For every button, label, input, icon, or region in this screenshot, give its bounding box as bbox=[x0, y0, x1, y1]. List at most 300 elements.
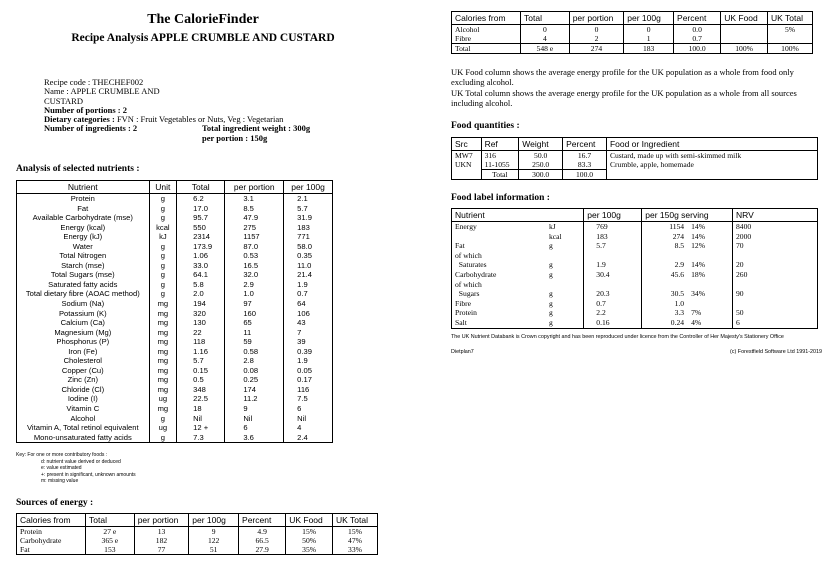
nutrient-cell: Mono-unsaturated fatty acids bbox=[17, 433, 150, 443]
energy-cell: 13 bbox=[134, 527, 189, 537]
recipe-ingredients-row bbox=[44, 124, 374, 133]
energy-cell: 51 bbox=[189, 545, 239, 555]
empty-cell bbox=[452, 170, 482, 180]
nutrient-cell: 5.7 bbox=[284, 204, 333, 214]
nutrient-cell: 33.0 bbox=[177, 261, 225, 271]
nutrient-cell: Available Carbohydrate (mse) bbox=[17, 213, 150, 223]
nutrient-cell: 64 bbox=[284, 299, 333, 309]
label-cell: Fat bbox=[452, 241, 546, 251]
label-cell: 1.0 bbox=[674, 298, 685, 308]
nutrient-cell: g bbox=[149, 433, 177, 443]
nutrient-cell: 130 bbox=[177, 318, 225, 328]
energy-cell: 274 bbox=[569, 44, 624, 54]
label-cell bbox=[687, 280, 732, 290]
nutrient-cell: 550 bbox=[177, 223, 225, 233]
nutrient-cell: 2314 bbox=[177, 232, 225, 242]
label-table bbox=[451, 208, 818, 329]
nutrient-row bbox=[17, 318, 333, 328]
nutrient-cell: Protein bbox=[17, 194, 150, 204]
label-cell: of which bbox=[452, 280, 546, 290]
label-cell bbox=[687, 299, 732, 309]
nutrient-cell: Zinc (Zn) bbox=[17, 375, 150, 385]
energy-cell: Fibre bbox=[452, 34, 521, 44]
energy-cell: 77 bbox=[134, 545, 189, 555]
nutrient-cell: 1.06 bbox=[177, 251, 225, 261]
nutrient-cell: 1157 bbox=[225, 232, 284, 242]
nutrients-header: per 100g bbox=[284, 181, 333, 194]
energy-table-left bbox=[16, 513, 378, 555]
nutrient-cell: g bbox=[149, 270, 177, 280]
nutrient-cell: 1.9 bbox=[284, 356, 333, 366]
label-cell: Fibre bbox=[452, 299, 546, 309]
label-heading: Food label information : bbox=[451, 193, 550, 203]
nutrient-cell: Fat bbox=[17, 204, 150, 214]
nutrient-cell: Chloride (Cl) bbox=[17, 385, 150, 395]
nutrient-cell: 5.7 bbox=[177, 356, 225, 366]
label-cell: 34% bbox=[687, 289, 732, 299]
label-cell bbox=[546, 251, 584, 261]
nutrient-row bbox=[17, 280, 333, 290]
label-cell bbox=[733, 299, 818, 309]
quantities-header: Src bbox=[452, 138, 482, 151]
nutrient-cell: 1.9 bbox=[284, 280, 333, 290]
label-cell: Protein bbox=[452, 308, 546, 318]
label-cell: 12% bbox=[687, 241, 732, 251]
nutrient-row bbox=[17, 289, 333, 299]
nutrient-cell: g bbox=[149, 280, 177, 290]
uk-notes bbox=[451, 67, 816, 108]
nutrient-cell: g bbox=[149, 242, 177, 252]
label-cell bbox=[452, 232, 546, 242]
nutrient-row bbox=[17, 328, 333, 338]
label-row bbox=[452, 260, 818, 270]
nutrient-cell: 1.16 bbox=[177, 347, 225, 357]
label-cell: Energy bbox=[452, 222, 546, 232]
key-line: +: present in significant, unknown amounts bbox=[41, 471, 136, 478]
nutrient-cell: kcal bbox=[149, 223, 177, 233]
nutrient-cell: 6 bbox=[284, 404, 333, 414]
label-cell: 14% bbox=[687, 222, 732, 232]
energy-cell: 548 e bbox=[521, 44, 570, 54]
nutrient-cell: Alcohol bbox=[17, 414, 150, 424]
energy-header: UK Food bbox=[286, 514, 333, 527]
nutrient-cell: 59 bbox=[225, 337, 284, 347]
nutrient-cell: 64.1 bbox=[177, 270, 225, 280]
recipe-ingredients: Number of ingredients : 2 bbox=[44, 123, 138, 134]
energy-header-row bbox=[452, 12, 813, 25]
nutrient-cell: Saturated fatty acids bbox=[17, 280, 150, 290]
quantities-header: Food or Ingredient bbox=[606, 138, 817, 151]
quantity-row bbox=[452, 151, 818, 161]
energy-header: UK Total bbox=[768, 12, 813, 25]
label-cell bbox=[642, 280, 687, 290]
label-row bbox=[452, 299, 818, 309]
label-cell: 8.5 bbox=[674, 241, 685, 251]
nutrient-cell: 5.8 bbox=[177, 280, 225, 290]
nutrient-cell: 2.4 bbox=[284, 433, 333, 443]
nutrient-row bbox=[17, 423, 333, 433]
label-cell: 8400 bbox=[733, 222, 818, 232]
label-cell: 1.9 bbox=[584, 260, 642, 270]
nutrient-cell: Calcium (Ca) bbox=[17, 318, 150, 328]
label-cell: 7% bbox=[687, 308, 732, 318]
nutrient-row bbox=[17, 242, 333, 252]
energy-row bbox=[452, 25, 813, 35]
nutrient-cell: 0.58 bbox=[225, 347, 284, 357]
nutrient-cell: Iron (Fe) bbox=[17, 347, 150, 357]
nutrients-header: Total bbox=[177, 181, 225, 194]
nutrient-cell: 47.9 bbox=[225, 213, 284, 223]
energy-row bbox=[452, 34, 813, 44]
nutrient-cell: Sodium (Na) bbox=[17, 299, 150, 309]
nutrient-cell: 173.9 bbox=[177, 242, 225, 252]
label-cell: 14% bbox=[687, 260, 732, 270]
energy-row bbox=[452, 44, 813, 54]
nutrient-cell: 2.9 bbox=[225, 280, 284, 290]
recipe-name-cont: CUSTARD bbox=[44, 95, 83, 106]
energy-cell: Carbohydrate bbox=[17, 536, 86, 545]
label-cell: 3.3 bbox=[674, 308, 685, 318]
label-cell bbox=[733, 251, 818, 261]
energy-cell: 183 bbox=[624, 44, 674, 54]
key-legend bbox=[16, 452, 236, 485]
dietary-label: Dietary categories : bbox=[44, 114, 115, 125]
label-row bbox=[452, 308, 818, 318]
label-cell bbox=[584, 280, 642, 290]
nutrient-cell: 16.5 bbox=[225, 261, 284, 271]
nutrient-row bbox=[17, 366, 333, 376]
nutrient-row bbox=[17, 270, 333, 280]
empty-cell bbox=[606, 170, 817, 180]
key-line: e: value estimated bbox=[41, 465, 82, 471]
nutrient-cell: 3.6 bbox=[225, 433, 284, 443]
nutrient-cell: 118 bbox=[177, 337, 225, 347]
label-cell bbox=[642, 251, 687, 261]
nutrient-cell: 116 bbox=[284, 385, 333, 395]
nutrient-cell: Vitamin A, Total retinol equivalent bbox=[17, 423, 150, 433]
label-cell bbox=[546, 280, 584, 290]
nutrient-cell: Phosphorus (P) bbox=[17, 337, 150, 347]
energy-cell: 1 bbox=[624, 34, 674, 44]
energy-cell: 15% bbox=[286, 527, 333, 537]
quantity-cell: Custard, made up with semi-skimmed milk bbox=[606, 151, 817, 161]
nutrient-cell: 348 bbox=[177, 385, 225, 395]
quantity-cell: 11-1055 bbox=[481, 160, 519, 170]
label-cell: 0.24 bbox=[642, 318, 687, 328]
nutrient-cell: Water bbox=[17, 242, 150, 252]
energy-cell: 33% bbox=[333, 545, 378, 555]
nutrient-row bbox=[17, 213, 333, 223]
nutrients-header: per portion bbox=[225, 181, 284, 194]
energy-cell: 100.0 bbox=[674, 44, 721, 54]
nutrient-cell: 106 bbox=[284, 309, 333, 319]
nutrient-row bbox=[17, 414, 333, 424]
quantity-cell: 316 bbox=[481, 151, 519, 161]
quantities-table bbox=[451, 137, 818, 180]
energy-cell: 4 bbox=[521, 34, 570, 44]
nutrient-cell: mg bbox=[149, 385, 177, 395]
nutrient-cell: 0.15 bbox=[177, 366, 225, 376]
energy-cell: 0.7 bbox=[674, 34, 721, 44]
nutrient-cell: 0.25 bbox=[225, 375, 284, 385]
label-cell: g bbox=[546, 241, 584, 251]
energy-cell: 182 bbox=[134, 536, 189, 545]
label-cell: Salt bbox=[452, 318, 546, 328]
nutrient-cell: 0.7 bbox=[284, 289, 333, 299]
label-cell: 5.7 bbox=[584, 241, 642, 251]
label-cell: g bbox=[546, 299, 584, 309]
nutrient-row bbox=[17, 337, 333, 347]
label-header: Nutrient bbox=[452, 209, 584, 222]
nutrient-row bbox=[17, 261, 333, 271]
label-cell: 20 bbox=[733, 260, 818, 270]
quantities-header: Percent bbox=[563, 138, 607, 151]
energy-cell: 100% bbox=[768, 44, 813, 54]
nutrient-cell: kJ bbox=[149, 232, 177, 242]
energy-cell: Fat bbox=[17, 545, 86, 555]
nutrient-cell: 7.3 bbox=[177, 433, 225, 443]
nutrient-cell: mg bbox=[149, 404, 177, 414]
energy-cell: 4.9 bbox=[239, 527, 286, 537]
key-line: d: nutrient value derived or deduced bbox=[41, 458, 121, 465]
label-row bbox=[452, 270, 818, 280]
energy-header-row bbox=[17, 514, 378, 527]
crown-note: The UK Nutrient Databank is Crown copyright and has been reproduced under licence from the Controller of Her Majesty's Stationery Office bbox=[451, 334, 784, 340]
energy-cell: 100% bbox=[721, 44, 768, 54]
recipe-name: Name : APPLE CRUMBLE AND bbox=[44, 86, 160, 97]
quantity-cell: UKN bbox=[452, 160, 482, 170]
label-cell: Sugars bbox=[452, 289, 546, 299]
quantity-cell: 16.7 bbox=[563, 151, 607, 161]
nutrient-cell: mg bbox=[149, 356, 177, 366]
energy-cell: 27.9 bbox=[239, 545, 286, 555]
label-cell: g bbox=[546, 270, 584, 280]
energy-cell: 2 bbox=[569, 34, 624, 44]
nutrients-header: Unit bbox=[149, 181, 177, 194]
label-cell: kcal bbox=[546, 232, 584, 242]
nutrient-cell: 11 bbox=[225, 328, 284, 338]
nutrient-cell: 39 bbox=[284, 337, 333, 347]
nutrient-cell: g bbox=[149, 204, 177, 214]
nutrient-cell: Vitamin C bbox=[17, 404, 150, 414]
label-header: NRV bbox=[733, 209, 818, 222]
nutrient-cell: 97 bbox=[225, 299, 284, 309]
nutrient-cell: Cholesterol bbox=[17, 356, 150, 366]
label-cell: 14% bbox=[687, 232, 732, 242]
nutrient-cell: 9 bbox=[225, 404, 284, 414]
nutrient-cell: 320 bbox=[177, 309, 225, 319]
nutrient-cell: 95.7 bbox=[177, 213, 225, 223]
nutrients-heading: Analysis of selected nutrients : bbox=[16, 164, 140, 174]
label-row bbox=[452, 232, 818, 242]
nutrient-cell: 87.0 bbox=[225, 242, 284, 252]
energy-header: UK Total bbox=[333, 514, 378, 527]
nutrient-cell: 11.2 bbox=[225, 394, 284, 404]
label-row bbox=[452, 241, 818, 251]
label-cell: 20.3 bbox=[584, 289, 642, 299]
label-cell: 45.6 bbox=[670, 269, 685, 279]
energy-cell: 0 bbox=[569, 25, 624, 35]
nutrient-cell: mg bbox=[149, 299, 177, 309]
energy-cell: 5% bbox=[768, 25, 813, 35]
recipe-code: Recipe code : THECHEF002 bbox=[44, 77, 144, 87]
label-cell: 70 bbox=[733, 241, 818, 251]
nutrient-cell: 174 bbox=[225, 385, 284, 395]
energy-header: Percent bbox=[674, 12, 721, 25]
nutrient-row bbox=[17, 385, 333, 395]
label-cell: 183 bbox=[584, 232, 642, 242]
energy-heading: Sources of energy : bbox=[16, 498, 94, 508]
energy-cell: 0 bbox=[521, 25, 570, 35]
energy-cell bbox=[768, 34, 813, 44]
per-portion-weight: per portion : 150g bbox=[202, 132, 268, 143]
label-row bbox=[452, 289, 818, 299]
nutrient-cell: 0.17 bbox=[284, 375, 333, 385]
label-cell: 274 bbox=[672, 231, 685, 241]
nutrient-row bbox=[17, 394, 333, 404]
label-cell: g bbox=[546, 289, 584, 299]
nutrient-row bbox=[17, 404, 333, 414]
nutrient-cell: ug bbox=[149, 394, 177, 404]
quantity-total-label: Total bbox=[481, 170, 519, 180]
energy-row bbox=[17, 527, 378, 537]
nutrient-cell: 0.08 bbox=[225, 366, 284, 376]
quantity-cell: 50.0 bbox=[519, 151, 563, 161]
nutrient-cell: Starch (mse) bbox=[17, 261, 150, 271]
label-cell: 90 bbox=[733, 289, 818, 299]
label-cell: of which bbox=[452, 251, 546, 261]
quantities-heading: Food quantities : bbox=[451, 121, 520, 131]
label-cell: 2.9 bbox=[674, 260, 685, 270]
nutrient-cell: mg bbox=[149, 347, 177, 357]
nutrient-cell: 18 bbox=[177, 404, 225, 414]
energy-header: per portion bbox=[569, 12, 624, 25]
label-cell: 260 bbox=[733, 270, 818, 280]
nutrient-cell: 3.1 bbox=[225, 194, 284, 204]
label-cell: g bbox=[546, 318, 584, 328]
label-cell: 50 bbox=[733, 308, 818, 318]
nutrient-cell: 0.35 bbox=[284, 251, 333, 261]
quantity-row bbox=[452, 160, 818, 170]
label-row bbox=[452, 222, 818, 232]
energy-cell: 0 bbox=[624, 25, 674, 35]
energy-row bbox=[17, 536, 378, 545]
nutrient-cell: g bbox=[149, 251, 177, 261]
quantity-cell: 83.3 bbox=[563, 160, 607, 170]
energy-cell: 27 e bbox=[86, 527, 135, 537]
recipe-info bbox=[44, 78, 374, 143]
quantities-header-row bbox=[452, 138, 818, 151]
page-subtitle: Recipe Analysis APPLE CRUMBLE AND CUSTARD bbox=[71, 32, 335, 44]
label-cell: 18% bbox=[687, 270, 732, 280]
nutrient-row bbox=[17, 356, 333, 366]
nutrients-header: Nutrient bbox=[17, 181, 150, 194]
label-cell bbox=[687, 251, 732, 261]
energy-header: Total bbox=[86, 514, 135, 527]
energy-table-right bbox=[451, 11, 813, 54]
energy-header: Percent bbox=[239, 514, 286, 527]
label-header-row bbox=[452, 209, 818, 222]
nutrient-cell: 183 bbox=[284, 223, 333, 233]
copyright: (c) Forestfield Software Ltd 1991-2019 bbox=[730, 349, 822, 355]
nutrient-cell: 6 bbox=[225, 423, 284, 433]
nutrient-cell: Total Nitrogen bbox=[17, 251, 150, 261]
nutrient-cell: Copper (Cu) bbox=[17, 366, 150, 376]
energy-header: per 100g bbox=[189, 514, 239, 527]
nutrient-row bbox=[17, 433, 333, 443]
energy-cell bbox=[721, 34, 768, 44]
label-cell: g bbox=[546, 308, 584, 318]
label-cell: 4% bbox=[687, 318, 732, 328]
quantity-cell: MW7 bbox=[452, 151, 482, 161]
nutrient-cell: Total dietary fibre (AOAC method) bbox=[17, 289, 150, 299]
nutrient-cell: g bbox=[149, 289, 177, 299]
key-line: m: missing value bbox=[41, 478, 79, 484]
label-cell: 769 bbox=[584, 222, 642, 232]
nutrient-cell: 0.39 bbox=[284, 347, 333, 357]
energy-cell: 122 bbox=[189, 536, 239, 545]
energy-cell: 35% bbox=[286, 545, 333, 555]
nutrient-cell: 22.5 bbox=[177, 394, 225, 404]
quantity-total-percent: 100.0 bbox=[563, 170, 607, 180]
energy-cell bbox=[721, 25, 768, 35]
label-cell: 0.7 bbox=[584, 299, 642, 309]
nutrient-cell: 65 bbox=[225, 318, 284, 328]
quantity-cell: Crumble, apple, homemade bbox=[606, 160, 817, 170]
energy-cell: 0.0 bbox=[674, 25, 721, 35]
nutrient-cell: 275 bbox=[225, 223, 284, 233]
uk-food-note: UK Food column shows the average energy profile for the UK population as a whole from food only excluding alcohol. bbox=[451, 67, 794, 88]
key-title: Key: For one or more contributory foods : bbox=[16, 452, 108, 458]
recipe-portions: Number of portions : 2 bbox=[44, 104, 127, 115]
energy-cell: Alcohol bbox=[452, 25, 521, 35]
energy-header: per portion bbox=[134, 514, 189, 527]
nutrient-cell: 4 bbox=[284, 423, 333, 433]
nutrient-cell: Nil bbox=[284, 414, 333, 424]
nutrient-row bbox=[17, 223, 333, 233]
nutrients-header-row bbox=[17, 181, 333, 194]
dietary-value: FVN : Fruit Vegetables or Nuts, Veg : Vegetarian bbox=[116, 114, 284, 125]
nutrient-cell: 58.0 bbox=[284, 242, 333, 252]
energy-header: Calories from bbox=[17, 514, 86, 527]
dietplan-label: Dietplan7 bbox=[451, 349, 474, 355]
label-cell: 2000 bbox=[733, 232, 818, 242]
nutrient-row bbox=[17, 299, 333, 309]
energy-cell: 47% bbox=[333, 536, 378, 545]
energy-cell: 66.5 bbox=[239, 536, 286, 545]
quantity-cell: 250.0 bbox=[519, 160, 563, 170]
quantity-total-row bbox=[452, 170, 818, 180]
nutrient-cell: Total Sugars (mse) bbox=[17, 270, 150, 280]
label-cell: 30.5 bbox=[670, 289, 685, 299]
nutrient-cell: 31.9 bbox=[284, 213, 333, 223]
nutrient-cell: 2.8 bbox=[225, 356, 284, 366]
label-cell: g bbox=[546, 260, 584, 270]
nutrient-cell: 43 bbox=[284, 318, 333, 328]
label-cell: kJ bbox=[546, 222, 584, 232]
uk-total-note: UK Total column shows the average energy profile for the UK population as a whole from all sources including alcohol. bbox=[451, 87, 797, 108]
nutrient-cell: Nil bbox=[177, 414, 225, 424]
nutrient-cell: mg bbox=[149, 337, 177, 347]
nutrient-cell: mg bbox=[149, 366, 177, 376]
nutrient-cell: 160 bbox=[225, 309, 284, 319]
label-cell: Carbohydrate bbox=[452, 270, 546, 280]
label-row bbox=[452, 280, 818, 290]
nutrient-cell: 0.53 bbox=[225, 251, 284, 261]
page-title: The CalorieFinder bbox=[147, 12, 259, 27]
energy-header: Total bbox=[521, 12, 570, 25]
label-cell: 30.4 bbox=[584, 270, 642, 280]
